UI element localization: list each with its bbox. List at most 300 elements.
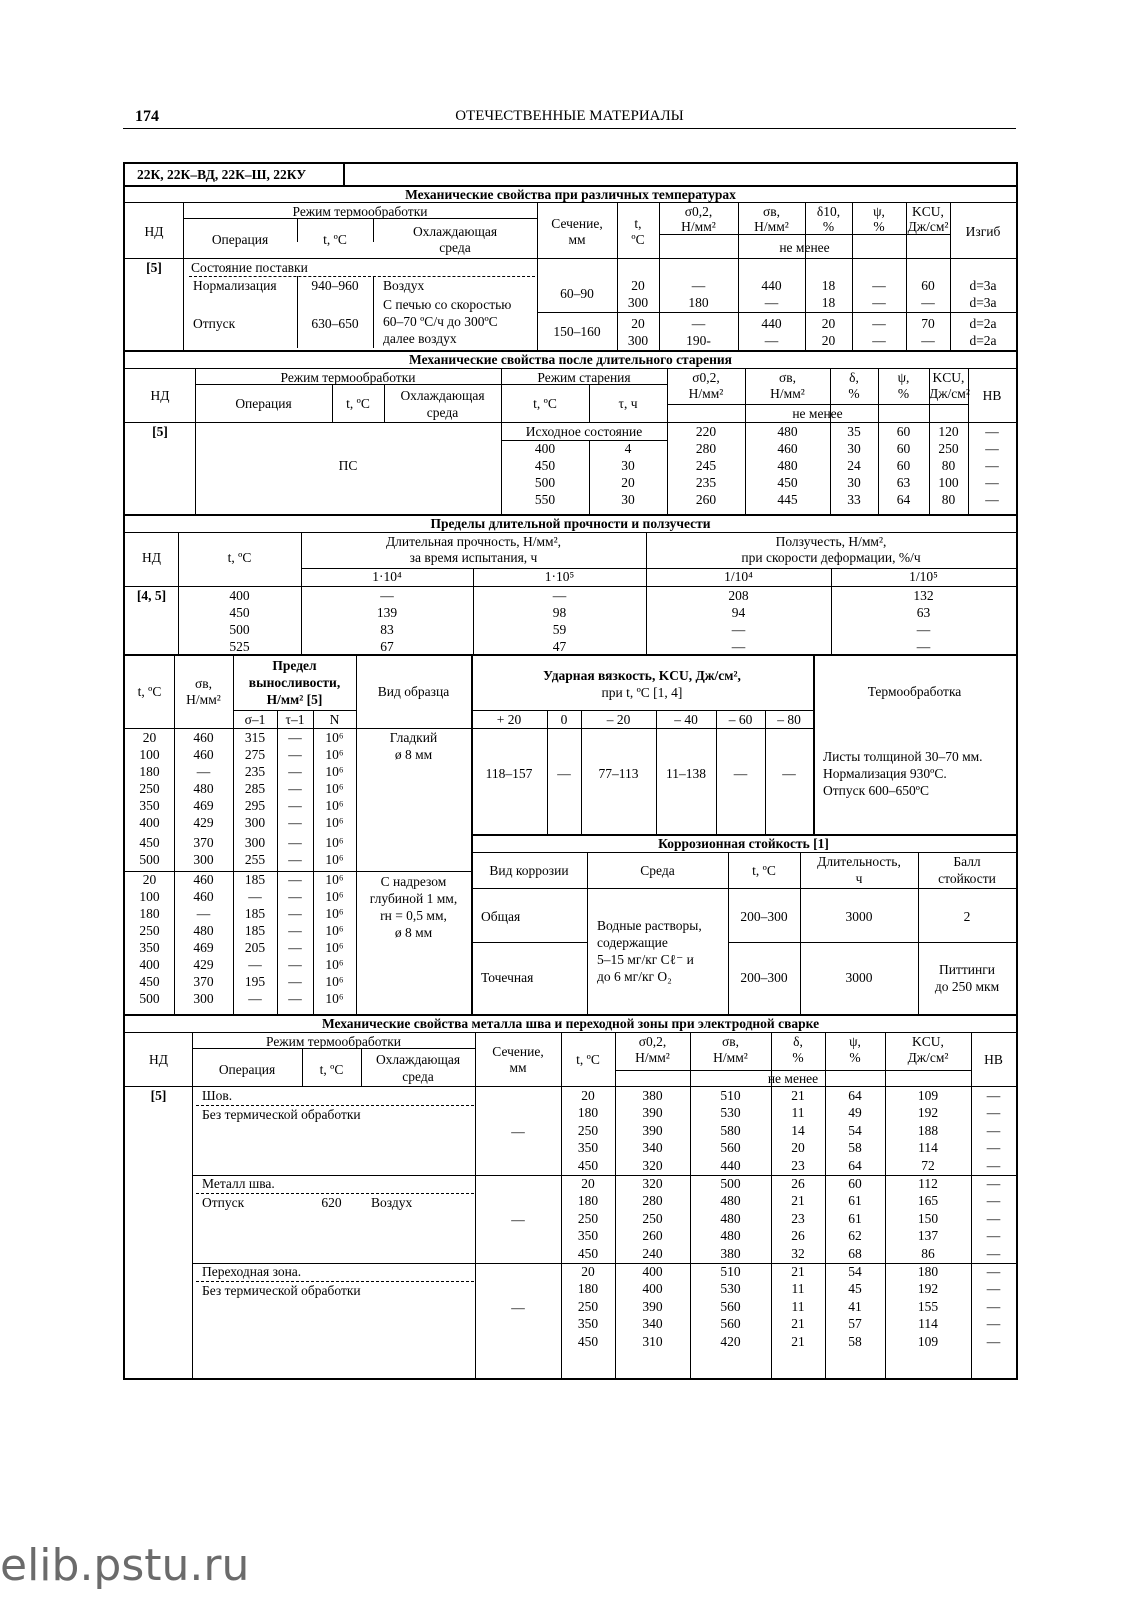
table-cell: 64 [848,1157,862,1173]
table-cell: 150 [917,1210,939,1226]
table-cell: — [511,1124,525,1139]
table-cell: 20 [581,1264,595,1279]
table-cell: до 250 мкм [934,979,1000,994]
table-cell: 380 [642,1088,663,1103]
table-cell: 400 [642,1281,663,1297]
table-cell: ø 8 мм [394,925,433,940]
table-cell: 300 [244,835,266,850]
table-cell: 460 [193,872,214,887]
table-cell: δ, [849,370,859,385]
table-cell: Н/мм² [635,1050,670,1065]
table-cell: % [849,1050,861,1065]
table-cell: 20 [821,316,836,331]
table-cell: Н/мм² [5] [266,692,323,707]
table-cell: 77–113 [598,766,639,781]
table-cell: 10⁶ [325,747,344,762]
table-cell: 525 [229,639,250,654]
table-cell: — [288,835,302,850]
table-cell: 450 [577,1157,599,1173]
table-cell: 10⁶ [325,991,344,1006]
table-cell: 150–160 [553,324,601,339]
table-cell: Без термической обработки [202,1283,361,1298]
table-cell: t, ºC [319,1062,344,1077]
section-title: Коррозионная стойкость [1] [658,836,829,851]
table-cell: 200–300 [740,970,788,985]
table-cell: [5] [152,424,168,439]
table-cell: 185 [244,923,266,938]
table-cell: Переходная зона. [202,1264,302,1279]
table-cell: 260 [695,492,717,507]
table-cell: ψ, [873,204,885,219]
table-cell: Ползучесть, Н/мм², [775,534,887,549]
table-cell: 60–90 [560,286,594,301]
table-cell: 350 [577,1316,599,1332]
table-cell: Режим термообработки [280,370,416,385]
table-cell: 10⁶ [325,815,344,830]
table-cell: 10⁶ [325,872,344,887]
table-cell: Общая [481,909,521,924]
table-cell: Точечная [481,970,534,985]
table-cell: Без термической обработки [202,1107,361,1122]
table-cell: 185 [244,872,266,887]
table-cell: НВ [984,1052,1003,1067]
table-cell: 60 [848,1176,862,1191]
table-cell: — [986,1210,1001,1226]
table-cell: 83 [380,622,394,637]
table-cell: — [288,889,302,904]
table-cell: 114 [918,1140,938,1156]
table-cell: — [288,991,302,1006]
table-cell: — [872,333,886,348]
rule-line [125,532,1016,533]
table-cell: 500 [720,1176,741,1191]
table-cell: 350 [577,1228,599,1244]
rule-line [728,942,1016,943]
table-cell: % [848,386,860,401]
table-cell: 54 [848,1264,862,1279]
rule-line [125,258,1016,259]
table-cell: 60 [896,458,911,473]
table-cell: 0 [560,712,568,727]
table-cell: не менее [792,406,843,421]
table-cell: Нормализация [193,278,277,293]
section-title: Механические свойства при различных температурах [405,187,736,202]
table-cell: 400 [139,815,160,830]
table-cell: % [822,219,835,234]
table-cell: 400 [642,1264,663,1279]
table-cell: σв, [778,370,797,385]
table-cell: 400 [534,441,556,456]
table-cell: % [873,219,885,234]
table-cell: 62 [848,1228,862,1244]
table-cell: [5] [146,260,162,275]
table-cell: Изгиб [965,224,1001,239]
table-cell: 20 [821,333,836,348]
table-cell: — [764,333,779,348]
table-cell: — [288,764,302,779]
table-cell: Н/мм² [186,692,221,707]
table-cell: 180 [577,1281,599,1297]
table-cell: 10⁶ [325,906,344,921]
table-cell: среда [426,405,459,420]
table-cell: 340 [642,1140,663,1156]
table-cell: НД [149,1052,168,1067]
table-cell: — [733,766,748,781]
table-cell: — [916,622,931,637]
table-cell: 139 [376,605,398,620]
table-cell: 300 [193,852,214,867]
table-cell: 59 [552,622,567,637]
table-cell: t, ºC [346,396,370,411]
rule-line [667,404,968,405]
table-cell: 510 [720,1264,741,1279]
table-cell: 469 [193,798,214,813]
table-cell: — [288,940,302,955]
table-cell: Дж/см² [907,219,949,234]
table-cell: 20 [581,1088,595,1103]
table-cell: — [288,906,302,921]
table-cell: 340 [642,1316,663,1332]
section-title: Пределы длительной прочности и ползучести [430,516,711,531]
table-cell: Нормализация 930ºC. [823,766,947,781]
table-cell: 33 [847,492,861,507]
table-cell: 250 [577,1210,599,1226]
table-cell: 109 [917,1088,939,1103]
table-cell: ºC [631,232,645,247]
table-cell: N [329,712,340,727]
table-cell: 180 [917,1264,939,1279]
table-cell: 390 [642,1122,663,1138]
table-cell: Охлаждающая [400,388,485,403]
table-cell: 41 [848,1298,862,1314]
table-cell: содержащие [597,935,668,950]
table-cell: 250 [938,441,959,456]
running-title: ОТЕЧЕСТВЕННЫЕ МАТЕРИАЛЫ [455,108,684,124]
table-cell: σ–1 [244,712,266,727]
table-cell: 10⁶ [325,940,344,955]
table-cell: НД [142,550,161,565]
table-cell: — [986,1122,1001,1138]
table-cell: t, ºC [533,396,557,411]
table-cell: 300 [244,815,266,830]
rule-line [475,1032,476,1378]
table-cell: 109 [917,1333,939,1349]
table-cell: – 20 [606,712,631,727]
table-cell: 450 [139,835,160,850]
table-cell: — [288,730,302,745]
table-cell: 440 [720,1157,741,1173]
table-cell: 4 [624,441,632,456]
table-cell: 180 [577,1105,599,1121]
table-cell: 500 [534,475,556,490]
table-cell: 250 [577,1122,599,1138]
dashed-rule [196,1105,474,1106]
table-cell: 10⁶ [325,889,344,904]
table-cell: — [288,815,302,830]
table-cell: — [985,475,999,490]
table-cell: 10⁶ [325,764,344,779]
table-cell: 240 [642,1245,663,1261]
table-cell: 118–157 [485,766,533,781]
table-cell: t, ºC [576,1052,600,1067]
table-cell: 315 [244,730,266,745]
table-cell: — [288,798,302,813]
table-cell: 20 [581,1176,595,1191]
table-cell: 1·10⁵ [544,569,575,584]
table-cell: за время испытания, ч [409,550,538,565]
table-cell: 192 [917,1281,939,1297]
table-cell: 630–650 [311,316,359,331]
table-cell: 450 [577,1245,599,1261]
table-cell: 185 [244,906,266,921]
table-cell: 255 [244,852,266,867]
table-cell: 400 [229,588,250,603]
table-cell: 57 [848,1316,862,1332]
rule-line [356,654,357,1014]
page-number: 174 [135,108,159,125]
table-cell: Предел [272,658,317,673]
table-cell: 235 [695,475,717,490]
table-cell: 370 [193,974,214,989]
table-cell: 200–300 [740,909,788,924]
table-cell: Ударная вязкость, KCU, Дж/см², [543,668,741,683]
table-cell: 285 [244,781,266,796]
table-cell: 60 [921,278,935,293]
table-cell: t, ºC [137,684,162,699]
table-cell: — [916,639,931,654]
table-cell: 61 [848,1193,862,1209]
table-cell: глубиной 1 мм, [369,891,458,906]
table-cell: при скорости деформации, %/ч [741,550,921,565]
table-cell: 114 [918,1316,938,1332]
table-cell: 429 [193,815,214,830]
table-cell: — [872,278,886,293]
table-cell: 250 [577,1298,599,1314]
table-cell: 68 [848,1245,862,1261]
table-cell: 58 [848,1140,862,1156]
table-cell: KCU, [912,204,944,219]
table-cell: [5] [150,1088,167,1103]
table-cell: 14 [791,1122,805,1138]
table-cell: 112 [918,1176,938,1191]
rule-line [125,586,1016,587]
table-cell: — [196,764,211,779]
table-cell: 192 [917,1105,939,1121]
table-cell: 10⁶ [325,957,344,972]
rule-line [125,654,1016,656]
table-cell: % [792,1050,804,1065]
table-cell: 188 [917,1122,939,1138]
table-cell: — [985,441,999,456]
table-cell: 370 [193,835,214,850]
table-cell: далее воздух [383,331,457,346]
table-cell: 480 [720,1193,741,1209]
table-cell: — [986,1157,1001,1173]
table-cell: 30 [847,475,861,490]
table-cell: не менее [779,240,830,255]
rule-line [471,942,587,943]
table-cell: σ0,2, [692,370,720,385]
table-cell: 61 [848,1210,862,1226]
table-cell: 350 [139,940,160,955]
table-cell: 11–138 [666,766,706,781]
section-title: Механические свойства металла шва и переходной зоны при электродной сварке [321,1016,820,1031]
table-cell: — [764,295,779,310]
table-cell: — [511,1212,525,1227]
table-cell: 20 [631,278,645,293]
table-cell: Водные растворы, [597,918,702,933]
table-cell: 63 [896,475,911,490]
table-cell: — [731,639,746,654]
table-cell: стойкости [938,871,996,886]
table-cell: 20 [142,872,157,887]
table-cell: 450 [777,475,798,490]
table-cell: σв, [194,676,213,691]
table-cell: – 80 [777,712,801,727]
table-cell: 60 [896,424,911,439]
table-cell: — [986,1228,1001,1244]
table-cell: Режим термообработки [265,1034,401,1049]
table-cell: 560 [720,1298,741,1314]
table-cell: 940–960 [311,278,359,293]
table-cell: Отпуск [193,316,236,331]
rule-line [192,1032,193,1378]
table-cell: 400 [139,957,160,972]
table-cell: 390 [642,1105,663,1121]
table-cell: d=2a [969,316,997,331]
table-cell: Н/мм² [681,219,716,234]
table-cell: — [288,852,302,867]
table-cell: 3000 [845,970,873,985]
table-cell: ч [855,871,863,886]
table-cell: 10⁶ [325,781,344,796]
table-cell: 100 [938,475,959,490]
table-cell: — [872,316,886,331]
rule-line [297,276,298,348]
table-cell: — [248,957,262,972]
page-header [123,108,1016,129]
table-cell: δ10, [816,204,841,219]
table-cell: — [985,424,999,439]
dashed-rule [196,1281,474,1282]
table-cell: — [986,1140,1001,1156]
section-title: Механические свойства после длительного старения [409,352,732,367]
table-cell: 20 [621,475,635,490]
table-cell: — [986,1333,1001,1349]
table-cell: 100 [139,747,160,762]
table-cell: 47 [552,639,567,654]
table-cell: 245 [695,458,717,473]
rule-line [125,202,1016,203]
table-cell: Режим термообработки [292,204,428,219]
table-cell: d=3a [969,295,997,310]
table-cell: — [986,1088,1001,1103]
table-cell: ψ, [897,370,910,385]
table-cell: 220 [695,424,717,439]
table-cell: 64 [848,1088,862,1103]
table-cell: 480 [777,424,798,439]
table-cell: 320 [642,1176,663,1191]
table-cell: до 6 мг/кг O₂ [597,969,672,984]
table-cell: % [897,386,910,401]
table-cell: — [986,1176,1001,1191]
table-cell: 300 [193,991,214,1006]
table-cell: 550 [534,492,556,507]
table-cell: 21 [791,1193,805,1209]
table-cell: – 40 [674,712,698,727]
table-cell: 300 [627,295,649,310]
dashed-rule [189,276,535,277]
table-cell: 20 [791,1140,805,1156]
table-cell: Н/мм² [713,1050,748,1065]
table-cell: — [921,333,935,348]
rule-line [813,654,815,834]
table-cell: 49 [848,1105,862,1121]
table-cell: 132 [913,588,934,603]
table-cell: 460 [193,730,214,745]
table-cell: 67 [380,639,394,654]
table-cell: С печью со скоростью [383,297,512,312]
table-cell: 1/10⁴ [724,569,753,584]
table-cell: 26 [791,1176,805,1191]
table-cell: — [986,1264,1001,1279]
table-cell: 70 [921,316,935,331]
table-cell: 10⁶ [325,923,344,938]
table-cell: Длительная прочность, Н/мм², [385,534,562,549]
table-cell: 280 [695,441,717,456]
table-cell: d=3a [969,278,997,293]
table-cell: 64 [896,492,911,507]
table-cell: 21 [791,1264,805,1279]
table-cell: 23 [791,1157,805,1173]
table-cell: 350 [139,798,160,813]
table-cell: 165 [917,1193,939,1209]
table-cell: 250 [139,923,160,938]
table-cell: 5–15 мг/кг Cℓ⁻ и [597,952,694,967]
table-cell: 450 [534,458,556,473]
table-cell: Операция [218,1062,276,1077]
table-cell: 80 [941,458,956,473]
table-cell: Н/мм² [688,386,724,401]
table-cell: — [248,889,262,904]
table-cell: 137 [917,1228,939,1244]
table-cell: 390 [642,1298,663,1314]
rule-line [125,368,1016,369]
table-cell: НД [144,224,164,239]
table-cell: 180 [577,1193,599,1209]
table-cell: – 60 [728,712,753,727]
rule-line [233,710,356,711]
rule-line [195,368,196,514]
table-cell: среда [439,240,471,255]
table-cell: 21 [791,1088,805,1103]
table-cell: Вид образца [377,684,450,699]
table-cell: 11 [791,1281,805,1297]
table-cell: 380 [720,1245,741,1261]
table-cell: ПС [338,458,358,473]
table-cell: Охлаждающая [375,1052,461,1067]
table-cell: 155 [917,1298,939,1314]
rule-line [471,852,1016,853]
table-cell: — [288,974,302,989]
table-cell: 63 [916,605,931,620]
table-cell: — [986,1298,1001,1314]
table-cell: d=2a [969,333,997,348]
table-cell: не менее [767,1071,819,1086]
table-cell: 460 [193,889,214,904]
table-cell: σв, [762,204,781,219]
table-cell: Вид коррозии [489,863,569,878]
